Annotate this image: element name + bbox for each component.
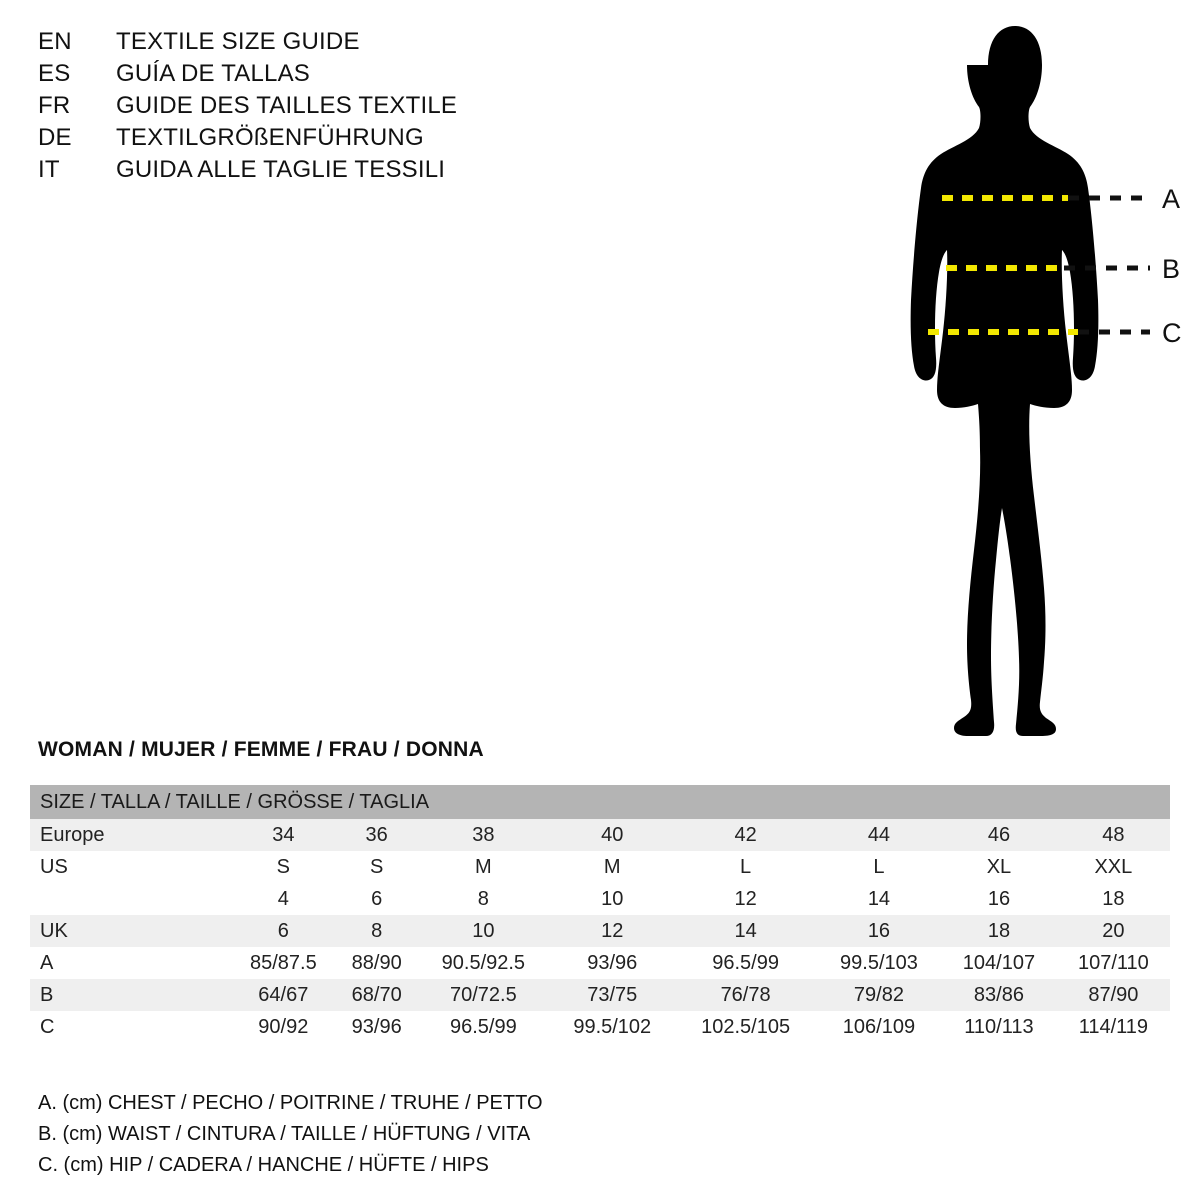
table-cell: L bbox=[674, 851, 816, 883]
language-row bbox=[38, 28, 738, 60]
table-cell: 99.5/102 bbox=[550, 1011, 674, 1043]
measure-label-c: C bbox=[1162, 318, 1182, 348]
table-cell: 93/96 bbox=[550, 947, 674, 979]
table-cell: 79/82 bbox=[817, 979, 941, 1011]
table-cell: 102.5/105 bbox=[674, 1011, 816, 1043]
table-cell: 34 bbox=[230, 819, 337, 851]
table-cell: 87/90 bbox=[1057, 979, 1170, 1011]
table-cell: 42 bbox=[674, 819, 816, 851]
table-row bbox=[30, 819, 1170, 851]
measure-label-b: B bbox=[1162, 254, 1181, 284]
table-row bbox=[30, 851, 1170, 883]
table-cell: 48 bbox=[1057, 819, 1170, 851]
table-cell: S bbox=[337, 851, 417, 883]
table-cell: 6 bbox=[230, 915, 337, 947]
language-title: GUIDE DES TAILLES TEXTILE bbox=[116, 92, 458, 119]
table-cell: 96.5/99 bbox=[417, 1011, 550, 1043]
size-table bbox=[30, 785, 1170, 1043]
table-cell: 96.5/99 bbox=[674, 947, 816, 979]
measure-label-a: A bbox=[1162, 184, 1181, 214]
table-cell: 64/67 bbox=[230, 979, 337, 1011]
language-title: TEXTILGRÖßENFÜHRUNG bbox=[116, 124, 424, 151]
section-title: WOMAN / MUJER / FEMME / FRAU / DONNA bbox=[38, 738, 484, 761]
table-cell: 106/109 bbox=[817, 1011, 941, 1043]
table-cell: 93/96 bbox=[337, 1011, 417, 1043]
table-cell: M bbox=[550, 851, 674, 883]
legend-item-c: C. (cm) HIP / CADERA / HANCHE / HÜFTE / HIPS bbox=[38, 1154, 489, 1176]
table-cell: 20 bbox=[1057, 915, 1170, 947]
legend-item-a: A. (cm) CHEST / PECHO / POITRINE / TRUHE / PETTO bbox=[38, 1092, 543, 1114]
table-header-row bbox=[30, 785, 1170, 819]
table-cell: L bbox=[817, 851, 941, 883]
table-row bbox=[30, 883, 1170, 915]
row-label: A bbox=[30, 947, 230, 979]
table-cell: 12 bbox=[674, 883, 816, 915]
table-cell: XXL bbox=[1057, 851, 1170, 883]
table-cell: 16 bbox=[817, 915, 941, 947]
language-code: ES bbox=[38, 60, 71, 87]
table-cell: 83/86 bbox=[941, 979, 1057, 1011]
language-title: GUÍA DE TALLAS bbox=[116, 60, 310, 87]
table-cell: 8 bbox=[417, 883, 550, 915]
language-row bbox=[38, 92, 738, 124]
table-cell: S bbox=[230, 851, 337, 883]
measurement-legend bbox=[38, 1088, 838, 1181]
table-row bbox=[30, 915, 1170, 947]
table-cell: 6 bbox=[337, 883, 417, 915]
language-row bbox=[38, 156, 738, 188]
row-label: UK bbox=[30, 915, 230, 947]
legend-item-b: B. (cm) WAIST / CINTURA / TAILLE / HÜFTUNG / VITA bbox=[38, 1123, 531, 1145]
language-code: IT bbox=[38, 156, 60, 183]
table-cell: 107/110 bbox=[1057, 947, 1170, 979]
table-cell: 18 bbox=[1057, 883, 1170, 915]
table-cell: 12 bbox=[550, 915, 674, 947]
table-row bbox=[30, 947, 1170, 979]
table-cell: 40 bbox=[550, 819, 674, 851]
table-cell: XL bbox=[941, 851, 1057, 883]
table-cell: 4 bbox=[230, 883, 337, 915]
table-row bbox=[30, 1011, 1170, 1043]
table-cell: 90/92 bbox=[230, 1011, 337, 1043]
language-row bbox=[38, 60, 738, 92]
table-cell: 90.5/92.5 bbox=[417, 947, 550, 979]
table-cell: 38 bbox=[417, 819, 550, 851]
table-row bbox=[30, 979, 1170, 1011]
table-cell: 46 bbox=[941, 819, 1057, 851]
table-cell: 44 bbox=[817, 819, 941, 851]
table-cell: 68/70 bbox=[337, 979, 417, 1011]
table-cell: 16 bbox=[941, 883, 1057, 915]
language-title: TEXTILE SIZE GUIDE bbox=[116, 28, 360, 55]
table-cell: 10 bbox=[417, 915, 550, 947]
table-cell: 76/78 bbox=[674, 979, 816, 1011]
language-code: DE bbox=[38, 124, 72, 151]
table-cell: 73/75 bbox=[550, 979, 674, 1011]
table-cell: 18 bbox=[941, 915, 1057, 947]
table-cell: 85/87.5 bbox=[230, 947, 337, 979]
table-cell: 70/72.5 bbox=[417, 979, 550, 1011]
row-label: B bbox=[30, 979, 230, 1011]
table-cell: 8 bbox=[337, 915, 417, 947]
female-silhouette-figure bbox=[860, 10, 1190, 750]
language-code: FR bbox=[38, 92, 71, 119]
table-cell: 36 bbox=[337, 819, 417, 851]
table-cell: 110/113 bbox=[941, 1011, 1057, 1043]
language-title: GUIDA ALLE TAGLIE TESSILI bbox=[116, 156, 446, 183]
language-title-list bbox=[38, 28, 738, 188]
table-cell: 88/90 bbox=[337, 947, 417, 979]
table-cell: M bbox=[417, 851, 550, 883]
table-cell: 14 bbox=[817, 883, 941, 915]
table-cell: 104/107 bbox=[941, 947, 1057, 979]
table-cell: 99.5/103 bbox=[817, 947, 941, 979]
language-code: EN bbox=[38, 28, 72, 55]
row-label: US bbox=[30, 851, 230, 883]
row-label: Europe bbox=[30, 819, 230, 851]
table-cell: 14 bbox=[674, 915, 816, 947]
table-cell: 114/119 bbox=[1057, 1011, 1170, 1043]
silhouette-shape bbox=[911, 26, 1099, 736]
table-header-label: SIZE / TALLA / TAILLE / GRÖSSE / TAGLIA bbox=[30, 785, 1170, 819]
table-cell: 10 bbox=[550, 883, 674, 915]
language-row bbox=[38, 124, 738, 156]
row-label: C bbox=[30, 1011, 230, 1043]
row-label bbox=[30, 883, 230, 915]
